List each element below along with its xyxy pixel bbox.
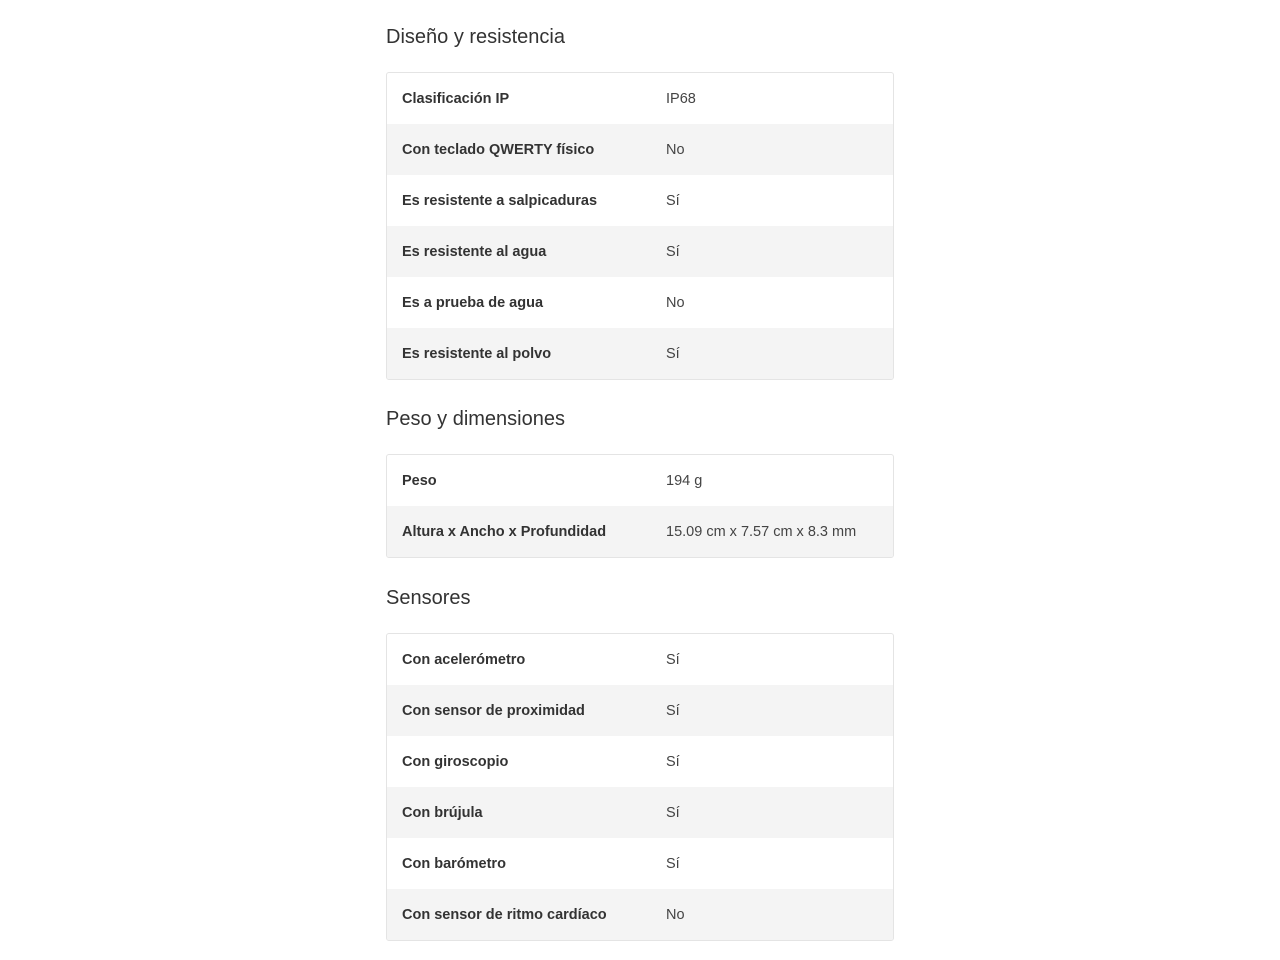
spec-row [387, 787, 893, 838]
spec-value: Sí [666, 651, 680, 668]
section-sensors [386, 586, 894, 941]
spec-value: No [666, 906, 685, 923]
spec-label: Con giroscopio [402, 753, 509, 770]
spec-table [386, 454, 894, 558]
spec-row [387, 328, 893, 379]
section-title: Sensores [386, 587, 471, 609]
spec-row [387, 889, 893, 940]
section-title: Diseño y resistencia [386, 26, 565, 48]
spec-label: Clasificación IP [402, 90, 510, 107]
spec-label: Con teclado QWERTY físico [402, 141, 595, 158]
spec-row [387, 506, 893, 557]
spec-label: Es a prueba de agua [402, 294, 544, 311]
spec-label: Con brújula [402, 804, 483, 821]
spec-row [387, 685, 893, 736]
spec-row [387, 226, 893, 277]
section-design-resistance [386, 25, 894, 380]
spec-label: Es resistente a salpicaduras [402, 192, 598, 209]
spec-value: Sí [666, 192, 680, 209]
spec-value: 15.09 cm x 7.57 cm x 8.3 mm [666, 523, 857, 540]
spec-label: Es resistente al polvo [402, 345, 552, 362]
spec-value: Sí [666, 855, 680, 872]
spec-value: No [666, 294, 685, 311]
section-weight-dimensions [386, 407, 894, 558]
spec-value: IP68 [666, 90, 696, 107]
spec-value: Sí [666, 345, 680, 362]
spec-label: Con acelerómetro [402, 651, 526, 668]
spec-row [387, 838, 893, 889]
spec-row [387, 634, 893, 685]
spec-row [387, 175, 893, 226]
spec-label: Es resistente al agua [402, 243, 547, 260]
spec-value: Sí [666, 804, 680, 821]
spec-value: Sí [666, 243, 680, 260]
section-title: Peso y dimensiones [386, 408, 565, 430]
spec-row [387, 277, 893, 328]
spec-value: Sí [666, 753, 680, 770]
spec-row [387, 736, 893, 787]
spec-row [387, 73, 893, 124]
spec-label: Altura x Ancho x Profundidad [402, 523, 607, 540]
spec-label: Peso [402, 472, 437, 489]
spec-label: Con barómetro [402, 855, 506, 872]
spec-table [386, 72, 894, 380]
spec-label: Con sensor de ritmo cardíaco [402, 906, 607, 923]
spec-row [387, 455, 893, 506]
spec-row [387, 124, 893, 175]
spec-value: 194 g [666, 472, 703, 489]
spec-value: No [666, 141, 685, 158]
spec-label: Con sensor de proximidad [402, 702, 585, 719]
spec-table [386, 633, 894, 941]
spec-value: Sí [666, 702, 680, 719]
